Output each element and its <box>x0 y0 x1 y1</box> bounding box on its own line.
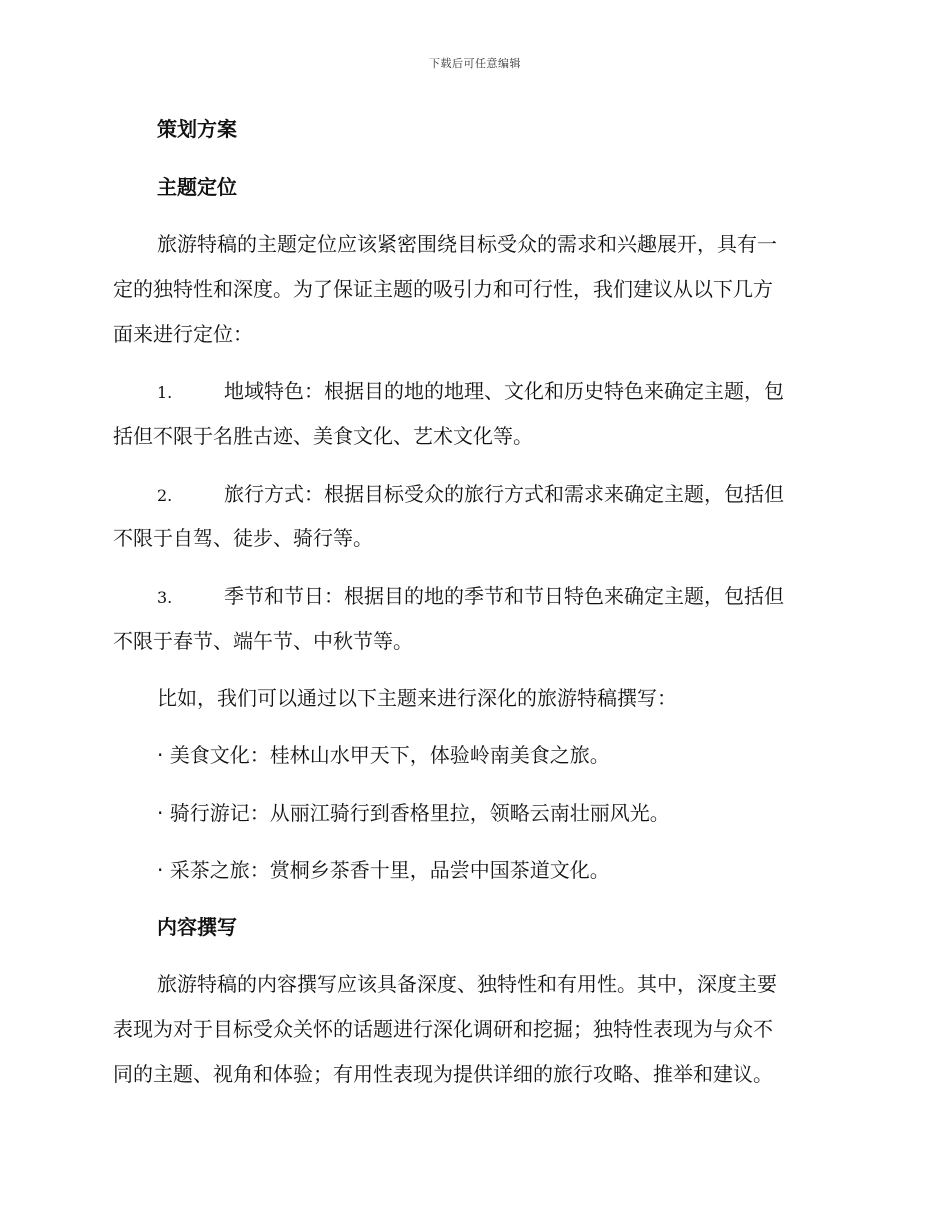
numbered-item <box>157 377 784 407</box>
heading-theme: 主题定位 <box>157 175 237 199</box>
numbered-item-cont: 不限于自驾、徒步、骑行等。 <box>113 526 373 550</box>
heading-content: 内容撰写 <box>157 915 237 939</box>
item-number: 1. <box>157 383 173 402</box>
intro-line-3: 面来进行定位： <box>113 322 253 346</box>
content-line-1: 旅游特稿的内容撰写应该具备深度、独特性和有用性。其中，深度主要 <box>157 972 777 996</box>
numbered-item <box>157 480 784 510</box>
bullet-item: · 美食文化：桂林山水甲天下，体验岭南美食之旅。 <box>157 743 610 767</box>
item-text: 季节和节日：根据目的地的季节和节日特色来确定主题，包括但 <box>224 584 784 608</box>
heading-plan: 策划方案 <box>157 117 237 141</box>
numbered-item-cont: 括但不限于名胜古迹、美食文化、艺术文化等。 <box>113 424 533 448</box>
bullet-item: · 骑行游记：从丽江骑行到香格里拉，领略云南壮丽风光。 <box>157 801 670 825</box>
example-intro: 比如，我们可以通过以下主题来进行深化的旅游特稿撰写： <box>157 686 677 710</box>
numbered-item <box>157 582 784 612</box>
item-number: 3. <box>157 588 173 607</box>
page-header: 下载后可任意编辑 <box>429 57 521 70</box>
numbered-item-cont: 不限于春节、端午节、中秋节等。 <box>113 629 413 653</box>
bullet-item: · 采茶之旅：赏桐乡茶香十里，品尝中国茶道文化。 <box>157 858 610 882</box>
intro-line-2: 定的独特性和深度。为了保证主题的吸引力和可行性，我们建议从以下几方 <box>113 277 773 301</box>
item-text: 旅行方式：根据目标受众的旅行方式和需求来确定主题，包括但 <box>224 482 784 506</box>
content-line-2: 表现为对于目标受众关怀的话题进行深化调研和挖掘；独特性表现为与众不 <box>113 1017 773 1041</box>
item-text: 地域特色：根据目的地的地理、文化和历史特色来确定主题，包 <box>224 379 784 403</box>
intro-line-1: 旅游特稿的主题定位应该紧密围绕目标受众的需求和兴趣展开，具有一 <box>157 232 777 256</box>
content-line-3: 同的主题、视角和体验；有用性表现为提供详细的旅行攻略、推举和建议。 <box>113 1062 773 1086</box>
item-number: 2. <box>157 486 173 505</box>
